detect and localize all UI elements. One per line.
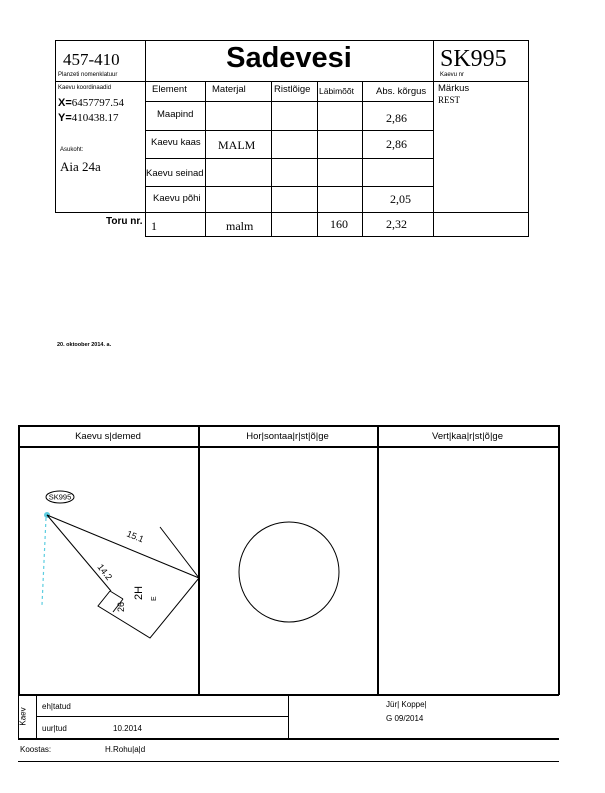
row-element-cover: Kaevu kaas: [151, 137, 201, 148]
header-diameter: Läbimõõt: [319, 86, 354, 96]
vertical-dashed-line: [42, 518, 46, 605]
row-abs-cover: 2,86: [386, 137, 407, 151]
row-abs-ground: 2,86: [386, 111, 407, 125]
row-element-bottom: Kaevu põhi: [153, 193, 201, 204]
row-element-walls: Kaevu seinad: [146, 168, 204, 179]
pipe-material: malm: [226, 219, 254, 233]
dim-label-2h: 2H: [133, 585, 145, 600]
row-abs-bottom: 2,05: [390, 192, 411, 206]
location-value: Aia 24a: [60, 159, 101, 174]
pipe-diameter: 160: [330, 217, 348, 231]
header-material: Materjal: [212, 84, 246, 95]
dim-label-15-1: 15.1: [125, 528, 146, 545]
header-cross-section: Ristlõige: [274, 84, 311, 95]
horizontal-section-circle: [239, 522, 339, 622]
coords-label: Kaevu koordinaadid: [58, 85, 112, 91]
compiler-name: H.Rohu|a|d: [105, 745, 146, 754]
column-title-well-connections: Kaevu s|demed: [75, 431, 141, 442]
nomenclature-caption: Planzeti nomenklatuur: [58, 72, 118, 78]
pipe-label: Toru nr.: [106, 216, 143, 227]
dim-line-lower: [47, 515, 111, 591]
y-coordinate: Y=410438.17: [58, 112, 119, 124]
dim-label-26: 26: [116, 601, 126, 612]
row-material-cover: MALM: [218, 138, 256, 152]
nomenclature-code: 457-410: [63, 50, 120, 69]
dim-label-14-2: 14.2: [95, 562, 115, 583]
dim-line-upper: [47, 515, 199, 578]
well-number-caption: Kaevu nr: [440, 72, 465, 78]
header-notes: Märkus: [438, 83, 470, 94]
document-date: 20. oktoober 2014. a.: [57, 342, 112, 348]
network-title: Sadevesi: [226, 42, 352, 74]
well-number: SK995: [440, 46, 507, 72]
footer-side-label: Kaev: [18, 707, 28, 726]
well-tag-label: SK995: [48, 492, 72, 502]
pipe-number: 1: [151, 219, 157, 233]
x-coordinate: X=6457797.54: [58, 97, 125, 109]
survey-code: G 09/2014: [386, 714, 424, 723]
column-title-horizontal-section: Hor|sontaa|r|st|õ|ge: [246, 431, 329, 442]
compiler-label: Koostas:: [20, 745, 52, 754]
surveyor-name: Jür| Koppe|: [386, 700, 427, 709]
dim-label-2h-sub: E: [151, 596, 158, 601]
location-label: Asukoht:: [60, 147, 84, 153]
header-abs-height: Abs. kõrgus: [376, 86, 427, 97]
pipe-abs-height: 2,32: [386, 217, 407, 231]
surveyed-label: uur|tud: [42, 724, 67, 733]
built-label: eh|tatud: [42, 702, 71, 711]
header-element: Element: [152, 84, 187, 95]
surveyed-date: 10.2014: [113, 724, 142, 733]
building-outline: [98, 527, 199, 638]
column-title-vertical-section: Vert|kaa|r|st|õ|ge: [432, 431, 503, 442]
notes-value: REST: [438, 95, 461, 105]
row-element-ground: Maapind: [157, 109, 194, 120]
